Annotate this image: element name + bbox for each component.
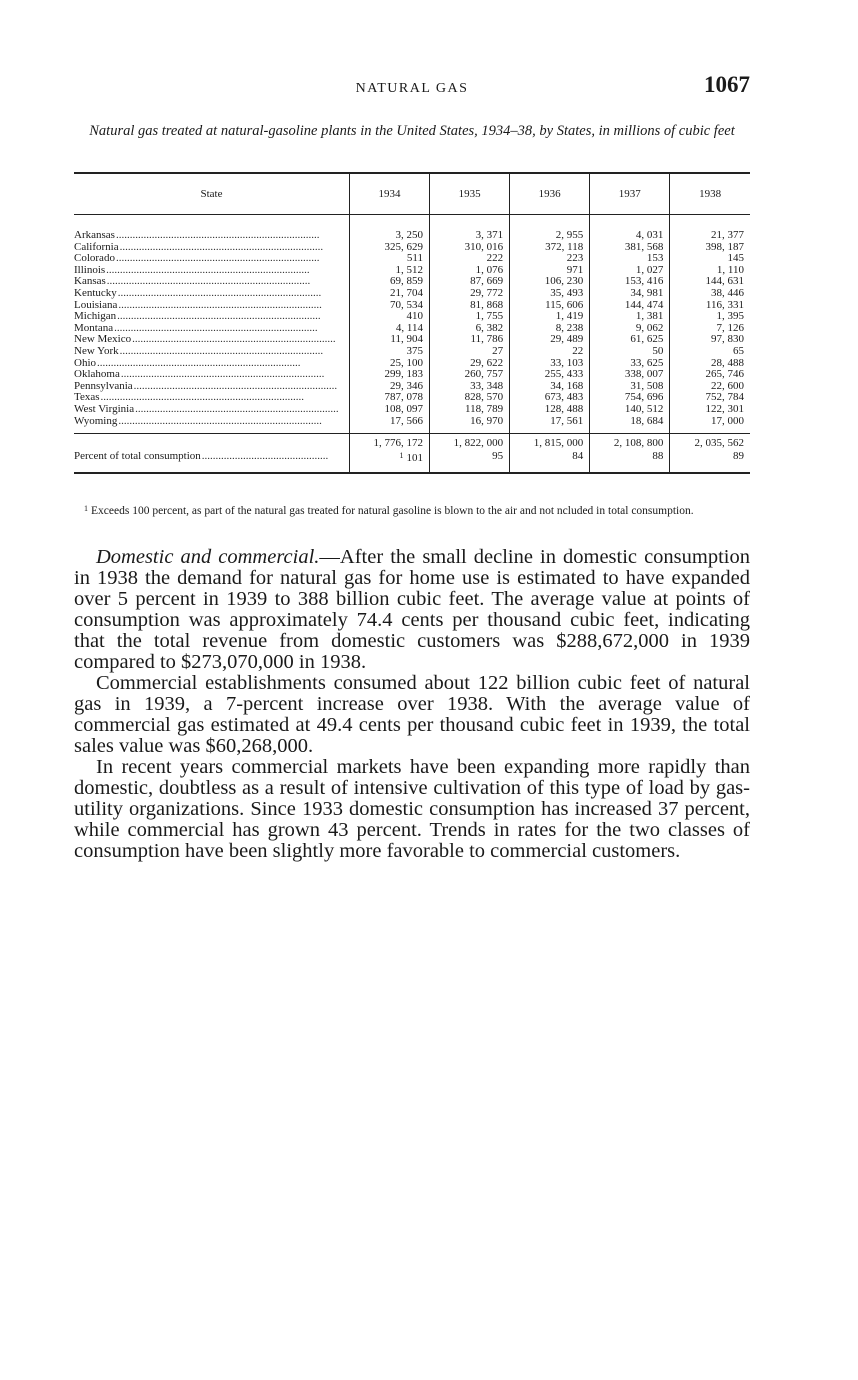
value-cell: 4, 114 — [349, 323, 429, 335]
value-cell: 153 — [590, 253, 670, 265]
gas-treated-table — [74, 172, 750, 474]
value-cell: 144, 631 — [670, 276, 750, 288]
value-cell: 673, 483 — [510, 392, 590, 404]
percent-value: 84 — [510, 450, 590, 474]
value-cell: 17, 566 — [349, 416, 429, 428]
value-cell: 29, 346 — [349, 381, 429, 393]
value-cell: 338, 007 — [590, 369, 670, 381]
state-cell — [74, 404, 349, 416]
value-cell: 122, 301 — [670, 404, 750, 416]
state-cell — [74, 381, 349, 393]
column-header-1935: 1935 — [430, 173, 510, 215]
value-cell: 1, 027 — [590, 265, 670, 277]
leader-dots: .......................................................................... — [106, 264, 310, 276]
leader-dots: .......................................................................... — [115, 253, 320, 265]
value-cell: 6, 382 — [430, 323, 510, 335]
state-cell — [74, 300, 349, 312]
column-header-state: State — [200, 188, 223, 200]
column-header-1934: 1934 — [349, 173, 429, 215]
value-cell: 50 — [590, 346, 670, 358]
value-cell: 33, 103 — [510, 358, 590, 370]
value-cell: 1, 076 — [430, 265, 510, 277]
value-cell: 34, 168 — [510, 381, 590, 393]
value-cell: 325, 629 — [349, 242, 429, 254]
value-cell: 11, 786 — [430, 334, 510, 346]
value-cell: 1, 419 — [510, 311, 590, 323]
state-name: Kentucky — [74, 287, 117, 299]
footnote-marker: 1 — [84, 504, 88, 513]
percent-value: 89 — [670, 450, 750, 474]
value-cell: 29, 622 — [430, 358, 510, 370]
value-cell: 222 — [430, 253, 510, 265]
leader-dots: .......................................................................... — [97, 357, 301, 369]
total-value: 1, 815, 000 — [510, 434, 590, 450]
value-cell: 16, 970 — [430, 416, 510, 428]
column-header-1936: 1936 — [510, 173, 590, 215]
leader-dots: .......................................................................... — [119, 345, 324, 357]
value-cell: 398, 187 — [670, 242, 750, 254]
state-name: Wyoming — [74, 415, 118, 427]
value-cell: 145 — [670, 253, 750, 265]
state-name: California — [74, 241, 119, 253]
value-cell: 128, 488 — [510, 404, 590, 416]
leader-dots: .......................................................................... — [132, 334, 336, 346]
state-name: Illinois — [74, 264, 106, 276]
value-cell: 21, 704 — [349, 288, 429, 300]
value-cell: 1, 381 — [590, 311, 670, 323]
state-name: Texas — [74, 392, 100, 404]
value-cell: 28, 488 — [670, 358, 750, 370]
value-cell: 223 — [510, 253, 590, 265]
state-name: Colorado — [74, 253, 115, 265]
value-cell: 511 — [349, 253, 429, 265]
state-cell — [74, 215, 349, 242]
total-value: 1, 822, 000 — [430, 434, 510, 450]
value-cell: 787, 078 — [349, 392, 429, 404]
footnote-text: Exceeds 100 percent, as part of the natural gas treated for natural gasoline is blown to the air and not ncluded in total consumption. — [91, 505, 694, 517]
value-cell: 1, 395 — [670, 311, 750, 323]
value-cell: 70, 534 — [349, 300, 429, 312]
table-header-row — [74, 173, 750, 215]
state-cell — [74, 242, 349, 254]
value-cell: 255, 433 — [510, 369, 590, 381]
leader-dots: .......................................................................... — [114, 322, 318, 334]
table-percent-row — [74, 450, 750, 474]
state-cell — [74, 323, 349, 335]
value-cell: 106, 230 — [510, 276, 590, 288]
table-row — [74, 311, 750, 323]
table-row — [74, 346, 750, 358]
value-cell: 381, 568 — [590, 242, 670, 254]
table-body — [74, 215, 750, 474]
state-name: Ohio — [74, 357, 96, 369]
paragraph-text: —After the small decline in domestic consumption in 1938 the demand for natural gas for home use is estimated to have expanded over 5 percent in 1939 to 388 billion cubic feet. The average value at points of consumption was approximately 74.4 cents per thousand cubic feet, indicating that the total revenue from domestic customers was $288,672,000 in 1939 compared to $273,070,000 in 1938. — [74, 546, 750, 673]
paragraph-trends: In recent years commercial markets have been expanding more rapidly than domestic, doubtless as a result of intensive cultivation of this type of load by gas-utility organizations. Since 1933 domestic consumption has increased 37 percent, while commercial has grown 43 percent. Trends in rates for the two classes of consumption have been slightly more favorable to commercial customers. — [74, 756, 750, 862]
leader-dots: .......................................................................... — [115, 230, 320, 241]
leader-dots: .......................................................................... — [106, 276, 311, 288]
total-value: 2, 108, 800 — [590, 434, 670, 450]
state-name: Kansas — [74, 276, 106, 288]
value-cell: 3, 250 — [349, 215, 429, 242]
state-name: New Mexico — [74, 334, 132, 346]
column-header-1937: 1937 — [590, 173, 670, 215]
table-footnote — [74, 502, 750, 518]
leader-dots: .......................................................................... — [133, 380, 338, 392]
table-row — [74, 416, 750, 428]
value-cell: 35, 493 — [510, 288, 590, 300]
running-head — [74, 72, 750, 106]
value-cell: 22, 600 — [670, 381, 750, 393]
state-cell — [74, 253, 349, 265]
value-cell: 4, 031 — [590, 215, 670, 242]
table-row — [74, 369, 750, 381]
value-cell: 375 — [349, 346, 429, 358]
value-cell: 828, 570 — [430, 392, 510, 404]
value-cell: 17, 000 — [670, 416, 750, 428]
leader-dots: .......................................................................... — [117, 311, 321, 323]
body-text — [74, 547, 750, 862]
value-cell: 153, 416 — [590, 276, 670, 288]
leader-dots: .......................................................................... — [100, 392, 304, 404]
value-cell: 140, 512 — [590, 404, 670, 416]
value-cell: 81, 868 — [430, 300, 510, 312]
value-cell: 118, 789 — [430, 404, 510, 416]
value-cell: 29, 772 — [430, 288, 510, 300]
state-name: Louisiana — [74, 299, 118, 311]
value-cell: 299, 183 — [349, 369, 429, 381]
value-cell: 38, 446 — [670, 288, 750, 300]
value-cell: 2, 955 — [510, 215, 590, 242]
percent-value: 95 — [430, 450, 510, 474]
paragraph-domestic — [74, 547, 750, 673]
state-cell — [74, 265, 349, 277]
run-in-heading: Domestic and commercial. — [96, 546, 320, 568]
state-name: West Virginia — [74, 403, 135, 415]
value-cell: 25, 100 — [349, 358, 429, 370]
state-cell — [74, 346, 349, 358]
value-cell: 1, 110 — [670, 265, 750, 277]
state-name: Montana — [74, 322, 114, 334]
state-name: Pennsylvania — [74, 380, 133, 392]
state-cell — [74, 311, 349, 323]
value-cell: 260, 757 — [430, 369, 510, 381]
state-name: New York — [74, 345, 119, 357]
value-cell: 410 — [349, 311, 429, 323]
value-cell: 65 — [670, 346, 750, 358]
value-cell: 108, 097 — [349, 404, 429, 416]
value-cell: 1, 755 — [430, 311, 510, 323]
value-cell: 310, 016 — [430, 242, 510, 254]
value-cell: 11, 904 — [349, 334, 429, 346]
percent-label-cell — [74, 450, 349, 474]
table-row — [74, 404, 750, 416]
value-cell: 8, 238 — [510, 323, 590, 335]
leader-dots: .............................................. — [201, 451, 329, 463]
state-cell — [74, 369, 349, 381]
value-cell: 61, 625 — [590, 334, 670, 346]
column-header-1938: 1938 — [670, 173, 750, 215]
state-name: Oklahoma — [74, 369, 120, 381]
state-cell — [74, 358, 349, 370]
value-cell: 144, 474 — [590, 300, 670, 312]
value-cell: 31, 508 — [590, 381, 670, 393]
table-row — [74, 288, 750, 300]
value-cell: 87, 669 — [430, 276, 510, 288]
value-cell: 69, 859 — [349, 276, 429, 288]
footnote-marker: 1 — [399, 450, 404, 460]
value-cell: 116, 331 — [670, 300, 750, 312]
value-cell: 372, 118 — [510, 242, 590, 254]
total-label-cell — [74, 434, 349, 450]
value-cell: 9, 062 — [590, 323, 670, 335]
table-row — [74, 215, 750, 242]
state-cell — [74, 416, 349, 428]
leader-dots: .......................................................................... — [118, 299, 322, 311]
paragraph-commercial: Commercial establishments consumed about 122 billion cubic feet of natural gas in 1939, a 7-percent increase over 1938. With the average value of commercial gas estimated at 49.4 cents per thousand cubic feet in 1939, the total sales value was $60,268,000. — [74, 672, 750, 757]
state-cell — [74, 392, 349, 404]
percent-value: $^1$ 101 — [349, 450, 429, 474]
value-cell: 971 — [510, 265, 590, 277]
total-value: 1, 776, 172 — [349, 434, 429, 450]
value-cell: 33, 348 — [430, 381, 510, 393]
state-cell — [74, 288, 349, 300]
value-cell: 18, 684 — [590, 416, 670, 428]
leader-dots: .......................................................................... — [120, 369, 325, 381]
table-caption: Natural gas treated at natural-gasoline plants in the United States, 1934–38, by States, in millions of cubic feet — [89, 123, 735, 139]
value-cell: 33, 625 — [590, 358, 670, 370]
value-cell: 22 — [510, 346, 590, 358]
value-cell: 17, 561 — [510, 416, 590, 428]
value-cell: 97, 830 — [670, 334, 750, 346]
value-cell: 21, 377 — [670, 215, 750, 242]
leader-dots: .......................................................................... — [118, 415, 322, 427]
value-cell: 1, 512 — [349, 265, 429, 277]
total-value: 2, 035, 562 — [670, 434, 750, 450]
leader-dots: .......................................................................... — [119, 241, 324, 253]
value-cell: 754, 696 — [590, 392, 670, 404]
state-name: Arkansas — [74, 230, 115, 241]
value-cell: 29, 489 — [510, 334, 590, 346]
value-cell: 3, 371 — [430, 215, 510, 242]
value-cell: 7, 126 — [670, 323, 750, 335]
table-total-row — [74, 434, 750, 450]
value-cell: 752, 784 — [670, 392, 750, 404]
value-cell: 34, 981 — [590, 288, 670, 300]
state-cell — [74, 334, 349, 346]
percent-value: 88 — [590, 450, 670, 474]
value-cell: 27 — [430, 346, 510, 358]
value-cell: 265, 746 — [670, 369, 750, 381]
section-title: NATURAL GAS — [355, 81, 469, 96]
page-number: 1067 — [704, 72, 750, 97]
state-cell — [74, 276, 349, 288]
leader-dots: .......................................................................... — [117, 287, 322, 299]
state-name: Michigan — [74, 311, 117, 323]
value-cell: 115, 606 — [510, 300, 590, 312]
percent-label: Percent of total consumption — [74, 451, 201, 463]
leader-dots: .......................................................................... — [135, 403, 339, 415]
